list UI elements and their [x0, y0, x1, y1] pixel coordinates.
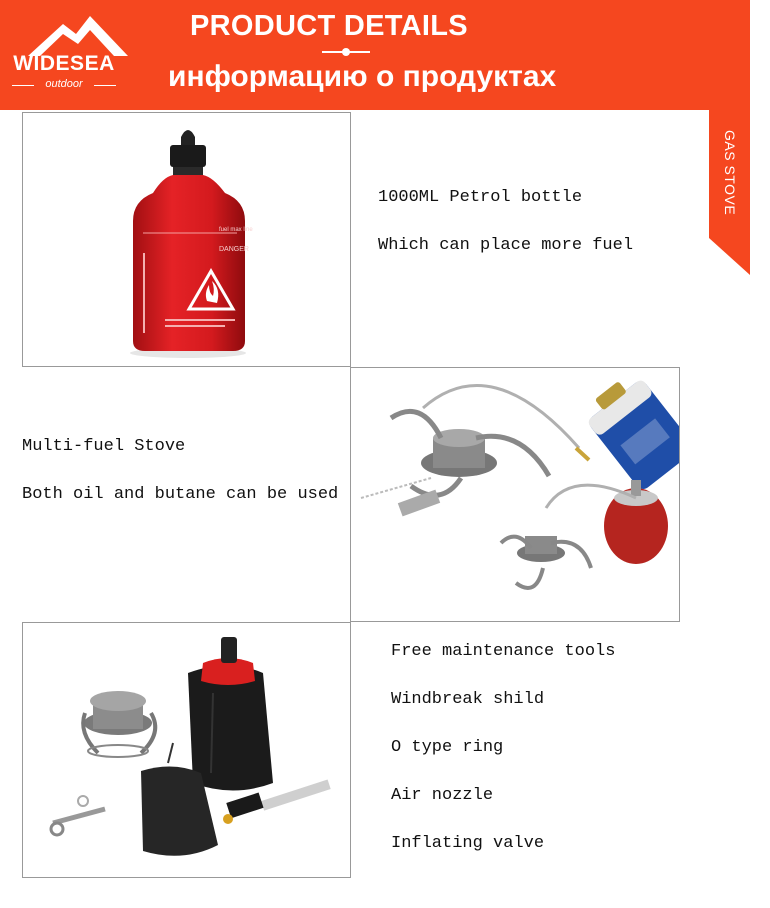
title-divider-dot — [342, 48, 350, 56]
fuel-bottle-photo — [22, 112, 351, 367]
fuel-bottle-illustration — [23, 113, 350, 366]
bottle-title: 1000ML Petrol bottle — [378, 188, 583, 207]
header-banner — [0, 0, 750, 110]
multi-fuel-stove-photo — [350, 367, 680, 622]
accessory-item-air-nozzle: Air nozzle — [391, 786, 494, 805]
accessory-item-tools: Free maintenance tools — [391, 642, 616, 661]
accessories-photo — [22, 622, 351, 878]
accessories-illustration — [23, 623, 350, 877]
accessory-item-inflating-valve: Inflating valve — [391, 834, 545, 853]
fuel-max-line-label: fuel max line — [219, 227, 253, 233]
danger-label: DANGER — [219, 246, 249, 253]
page-title: PRODUCT DETAILS — [190, 10, 468, 42]
stove-description: Both oil and butane can be used — [22, 485, 339, 504]
stove-illustration — [351, 368, 679, 621]
accessory-item-o-ring: O type ring — [391, 738, 504, 757]
bottle-description: Which can place more fuel — [378, 236, 634, 255]
brand-divider-right — [94, 85, 116, 86]
page-subtitle: информацию о продуктах — [168, 60, 557, 93]
category-ribbon-label: GAS STOVE — [722, 130, 738, 216]
brand-subtitle: outdoor — [45, 78, 83, 90]
brand-name: WIDESEA — [13, 52, 115, 75]
accessory-item-windbreak: Windbreak shild — [391, 690, 545, 709]
stove-title: Multi-fuel Stove — [22, 437, 186, 456]
